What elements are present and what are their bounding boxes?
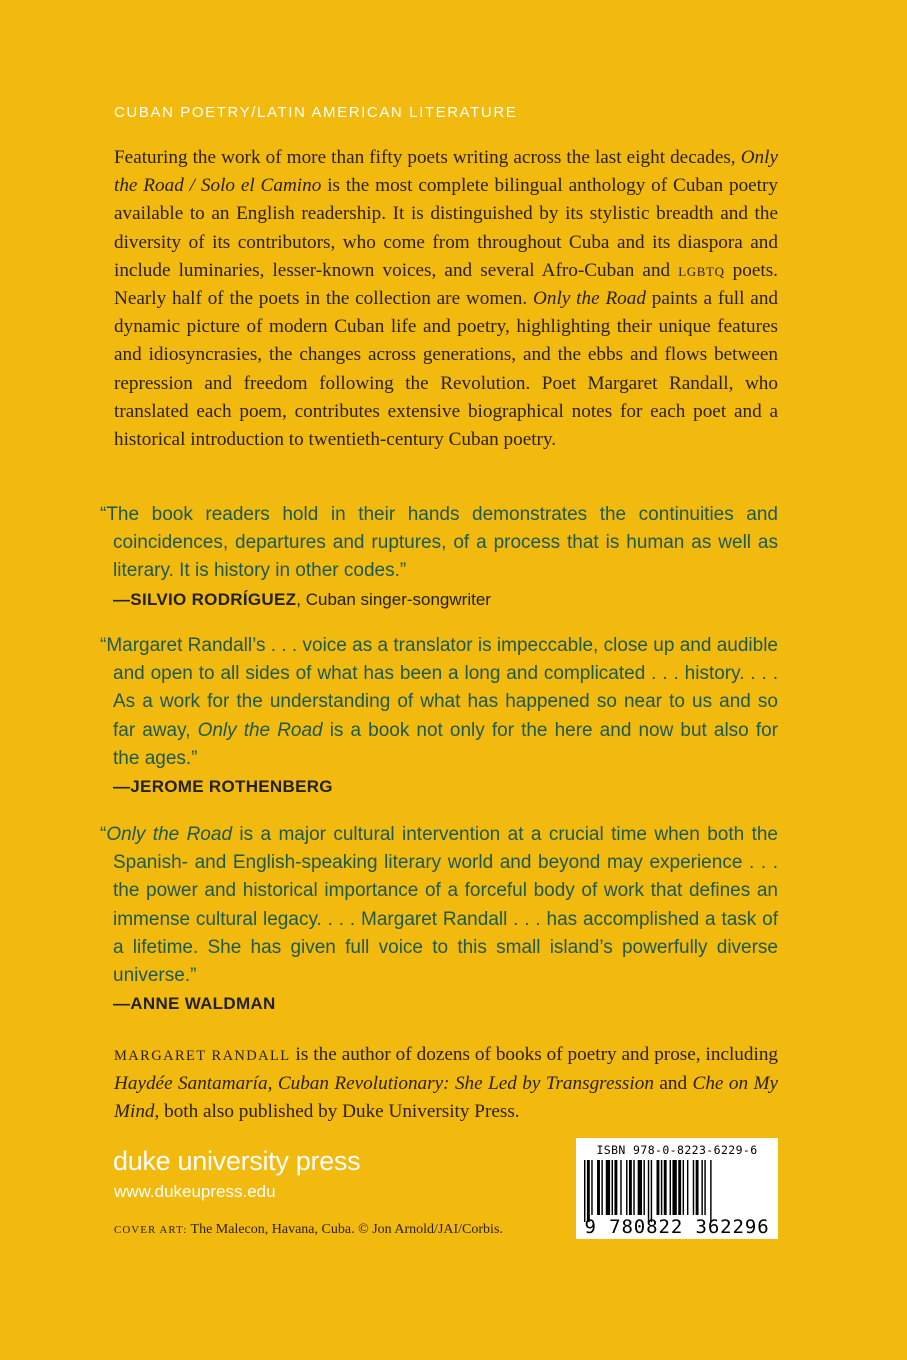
blurb-attribution (113, 990, 778, 1018)
barcode-bar (591, 1160, 592, 1215)
barcode-bar (664, 1160, 667, 1215)
blurb-text (100, 632, 778, 773)
isbn-text: ISBN 978-0-8223-6229-6 (596, 1143, 758, 1157)
blurb-rothenberg (100, 632, 778, 801)
cover-art-credit (114, 1222, 503, 1238)
title-es: Solo el Camino (200, 175, 322, 197)
bio-text: , both also published by Duke University Press. (154, 1101, 520, 1123)
desc-text: Featuring the work of more than fifty poets writing across the last eight decades, (114, 147, 741, 168)
barcode-bar (696, 1160, 699, 1215)
desc-text: is the most complete bilingual anthology of Cuban poetry available to an English readership. It is distinguished by its stylistic breadth and the diversity of its contributors, who come from throughout Cuba and its diaspora and include luminaries, lesser-known voices, and several Afro-Cuban and (114, 175, 778, 281)
author-name: MARGARET RANDALL (114, 1048, 291, 1064)
blurb-text-part: is a major cultural intervention at a crucial time when both the Spanish- and English-speaking literary world and beyond may experience . . . the power and historical importance of a forceful body of work that defines an immense cultural legacy. . . . Margaret Randall . . . has accomplished a task of a lifetime. She has given full voice to this small island’s powerfully diverse universe.” (113, 824, 778, 987)
blurb-title: Only the Road (197, 719, 323, 741)
lgbtq-label: lgbtq (678, 259, 725, 281)
bio-text: and (653, 1073, 693, 1095)
barcode-bar (648, 1160, 649, 1222)
blurb-author: —JEROME ROTHENBERG (113, 777, 333, 797)
bio-book-title: Haydée Santamaría, Cuban Revolutionary: She Led by Transgression (114, 1073, 654, 1095)
barcode-number: 9 780822 362296 (584, 1216, 770, 1238)
category-label: CUBAN POETRY/LATIN AMERICAN LITERATURE (114, 104, 518, 121)
barcode-bar (704, 1160, 705, 1215)
blurb-title: Only the Road (106, 824, 233, 845)
barcode-bar (657, 1160, 660, 1215)
blurb-text-part: is a book not only for the here and now but also for the ages.” (113, 719, 778, 769)
bio-book-title: Che on My Mind (114, 1073, 778, 1123)
blurb-open-quote: “ (100, 824, 107, 845)
title-en: Only the Road (533, 288, 646, 310)
barcode-bar (606, 1160, 610, 1215)
barcode-bar (693, 1160, 694, 1215)
barcode-bar (678, 1160, 681, 1215)
blurb-rodriguez (100, 501, 778, 614)
barcode-bar (587, 1160, 590, 1222)
barcode-bar (683, 1160, 684, 1215)
cover-art-text: The Malecon, Havana, Cuba. © Jon Arnold/JAI/Corbis. (187, 1222, 503, 1237)
barcode-bar (661, 1160, 662, 1215)
barcode-bar (643, 1160, 644, 1215)
publisher-url[interactable]: www.dukeupress.edu (114, 1182, 276, 1201)
barcode-bar (701, 1160, 702, 1215)
blurb-text-part: “Margaret Randall’s . . . voice as a translator is impeccable, close up and audible and open to all sides of what has been a long and complicated . . . history. . . . As a work for the understanding of what has happened so near to us and so far away, (100, 635, 778, 741)
blurb-attribution (113, 586, 778, 614)
bio-text: is the author of dozens of books of poetry and prose, including (290, 1044, 779, 1065)
blurb-author: —ANNE WALDMAN (113, 994, 276, 1014)
barcode-bar (638, 1160, 642, 1215)
blurb-role: , Cuban singer-songwriter (296, 589, 491, 609)
barcode-bar (584, 1160, 585, 1222)
blurb-text: “The book readers hold in their hands demonstrates the continuities and coincidences, departures and ruptures, of a process that is human as well as literary. It is history in other codes.” (100, 504, 778, 582)
barcode-bar (651, 1160, 652, 1222)
barcode-bar (614, 1160, 617, 1215)
blurb-attribution (113, 773, 778, 801)
blurb-waldman (100, 821, 778, 1018)
title-slash: / (183, 175, 201, 197)
barcode-bar (633, 1160, 634, 1215)
desc-text: poets. Nearly half of the poets in the collection are women. (114, 259, 778, 310)
title-en: Only the Road (114, 147, 778, 197)
desc-text: paints a full and dynamic picture of modern Cuban life and poetry, highlighting their unique features and idiosyncrasies, the changes across generations, and the ebbs and flows between repression and freedom following the Revolution. Poet Margaret Randall, who translated each poem, contributes extensive biographical notes for each poet and a historical introduction to twentieth-century Cuban poetry. (114, 288, 779, 451)
blurb-author: —SILVIO RODRÍGUEZ (113, 589, 297, 609)
barcode-bar (670, 1160, 671, 1215)
cover-art-label: COVER ART: (114, 1224, 188, 1236)
barcode-bar (687, 1160, 688, 1215)
barcode-bar (710, 1160, 711, 1222)
barcode-bar (620, 1160, 621, 1215)
barcode-bar (597, 1160, 600, 1215)
barcode-bar (629, 1160, 632, 1215)
book-description (114, 144, 778, 454)
barcode-bar (612, 1160, 613, 1215)
blurb-text (100, 821, 778, 990)
author-bio (114, 1041, 778, 1127)
barcode (576, 1138, 778, 1239)
barcode-bar (626, 1160, 627, 1215)
publisher-name: duke university press (113, 1146, 361, 1176)
barcode-bar (601, 1160, 602, 1215)
barcode-bar (672, 1160, 676, 1215)
